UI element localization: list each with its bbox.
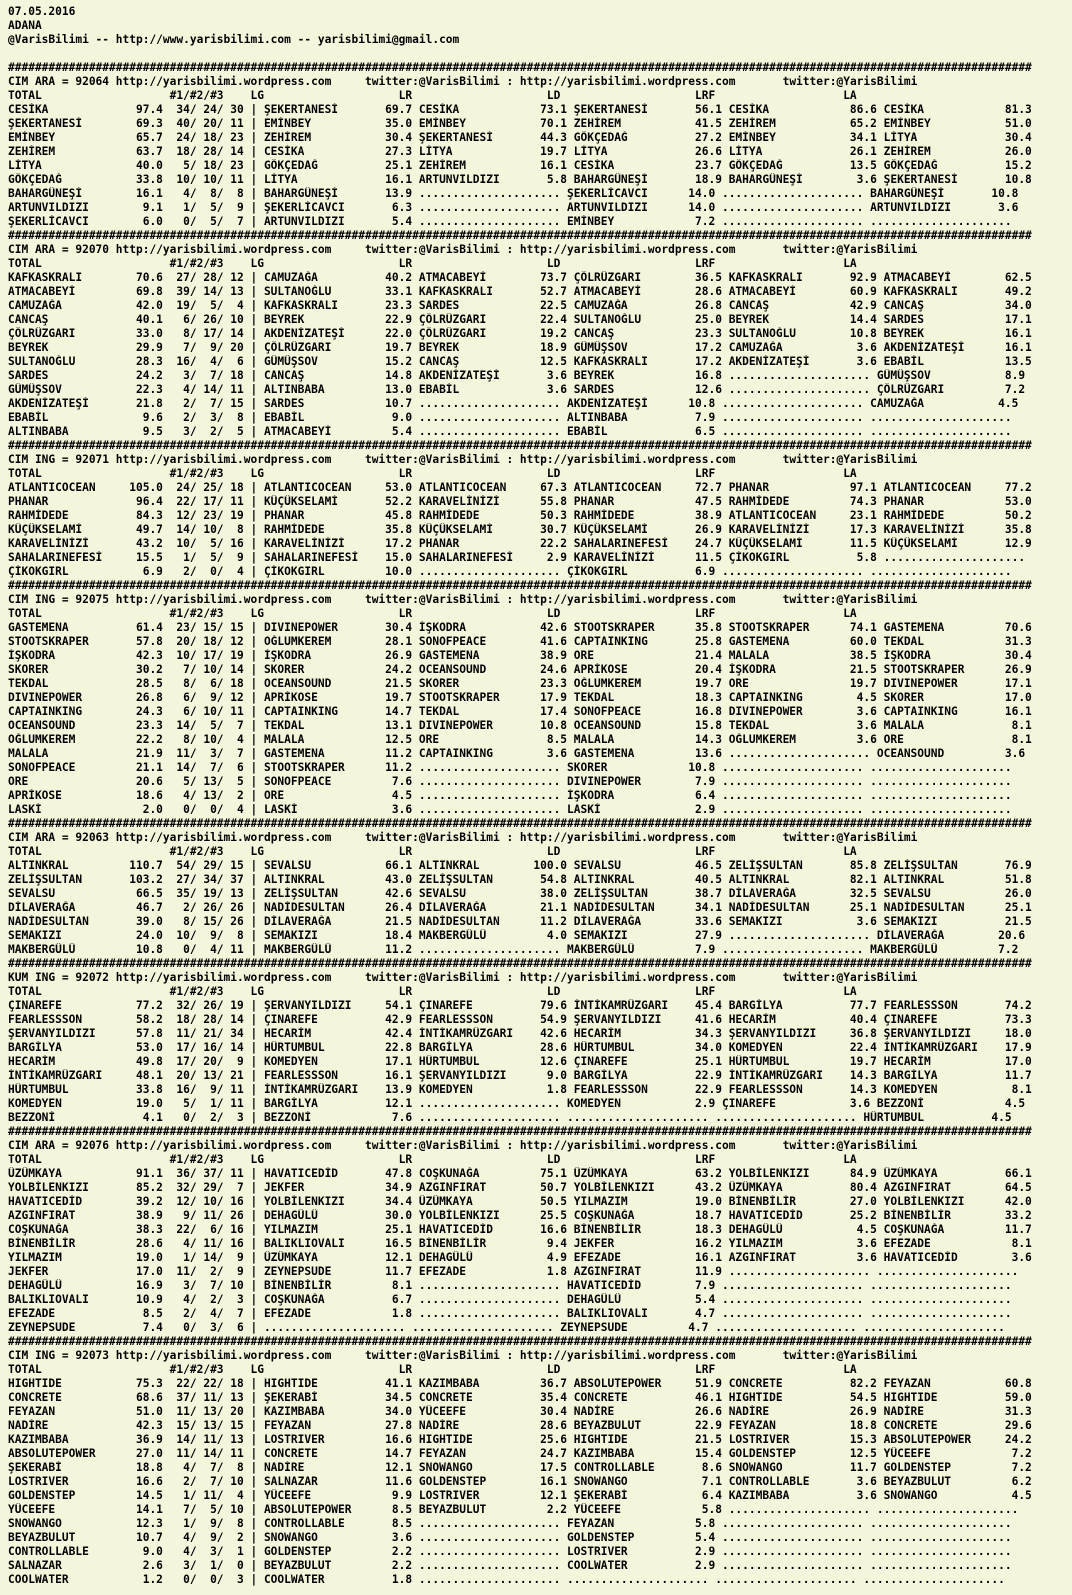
horse-row: ARTUNVILDIZI 9.1 1/ 5/ 9 | ŞEKERLİCAVCI 6.3 ..................... ARTUNVILDIZI 14.0 ..................... ARTUNVILDIZI 3.6 [8, 201, 1019, 214]
race-list [8, 61, 1072, 1587]
column-header: TOTAL #1/#2/#3 LG LR LD LRF LA [8, 985, 857, 998]
horse-row: CESİKA 97.4 34/ 24/ 30 | ŞEKERTANESİ 69.7 CESİKA 73.1 ŞEKERTANESİ 56.1 CESİKA 86.6 CESİKA 81.3 [8, 103, 1032, 116]
blank-line [8, 47, 1072, 61]
column-header: TOTAL #1/#2/#3 LG LR LD LRF LA [8, 607, 857, 620]
horse-row: SEVALSU 66.5 35/ 19/ 13 | ZELİŞSULTAN 42.6 SEVALSU 38.0 ZELİŞSULTAN 38.7 DİLAVERAĞA 32.5 SEVALSU 26.0 [8, 887, 1032, 900]
separator-line: ######################################################################################################################################################## [8, 439, 1032, 452]
horse-row: CONTROLLABLE 9.0 4/ 3/ 1 | GOLDENSTEP 2.2 ..................... LOSTRIVER 2.9 ..................... ..................... [8, 1545, 1012, 1558]
horse-row: BAHARGÜNEŞİ 16.1 4/ 8/ 8 | BAHARGÜNEŞİ 13.9 ..................... ŞEKERLİCAVCI 14.0 ..................... BAHARGÜNEŞİ 10.8 [8, 187, 1019, 200]
column-header: TOTAL #1/#2/#3 LG LR LD LRF LA [8, 1153, 857, 1166]
horse-row: MAKBERGÜLÜ 10.8 0/ 4/ 11 | MAKBERGÜLÜ 11.2 ..................... MAKBERGÜLÜ 7.9 ..................... MAKBERGÜLÜ 7.2 [8, 943, 1019, 956]
column-header: TOTAL #1/#2/#3 LG LR LD LRF LA [8, 89, 857, 102]
horse-row: BİNENBİLİR 28.6 4/ 11/ 16 | BALIKLIOVALI 16.5 BİNENBİLİR 9.4 JEKFER 16.2 YILMAZIM 3.6 EFEZADE 8.1 [8, 1237, 1032, 1250]
race-code: CIM ING = 92073 [8, 1349, 110, 1362]
horse-row: KAFKASKRALI 70.6 27/ 28/ 12 | CAMUZAĞA 40.2 ATMACABEYİ 73.7 ÇÖLRÜZGARI 36.5 KAFKASKRALI 92.9 ATMACABEYİ 62.5 [8, 271, 1032, 284]
race-block [8, 1125, 1072, 1335]
race-banner: http://yarisbilimi.wordpress.com twitter:@VarisBilimi : http://yarisbilimi.wordpress.com twitter:@YarisBilimi [109, 1139, 918, 1152]
horse-row: KARAVELİNİZİ 43.2 10/ 5/ 16 | KARAVELİNİZİ 17.2 PHANAR 22.2 SAHALARINEFESİ 24.7 KÜÇÜKSELAMİ 11.5 KÜÇÜKSELAMİ 12.9 [8, 537, 1032, 550]
column-header: TOTAL #1/#2/#3 LG LR LD LRF LA [8, 1363, 857, 1376]
horse-row: ZELİŞSULTAN 103.2 27/ 34/ 37 | ALTINKRAL 43.0 ZELİŞSULTAN 54.8 ALTINKRAL 40.5 ALTINKRAL 82.1 ALTINKRAL 51.8 [8, 873, 1032, 886]
horse-row: LOSTRIVER 16.6 2/ 7/ 10 | SALNAZAR 11.6 GOLDENSTEP 16.1 SNOWANGO 7.1 CONTROLLABLE 3.6 BEYAZBULUT 6.2 [8, 1475, 1032, 1488]
horse-row: HÜRTUMBUL 33.8 16/ 9/ 11 | İNTİKAMRÜZGARI 13.9 KOMEDYEN 1.8 FEARLESSSON 22.9 FEARLESSSON 14.3 KOMEDYEN 8.1 [8, 1083, 1032, 1096]
horse-row: ORE 20.6 5/ 13/ 5 | SONOFPEACE 7.6 ..................... DIVINEPOWER 7.9 ..................... ..................... [8, 775, 1012, 788]
horse-row: DİLAVERAĞA 46.7 2/ 26/ 26 | NADİDESULTAN 26.4 DİLAVERAĞA 21.1 NADİDESULTAN 34.1 NADİDESULTAN 25.1 NADİDESULTAN 25.1 [8, 901, 1032, 914]
separator-line: ######################################################################################################################################################## [8, 579, 1032, 592]
race-title [8, 1139, 1072, 1153]
horse-row: ÇINAREFE 77.2 32/ 26/ 19 | ŞERVANYILDIZI 54.1 ÇINAREFE 79.6 İNTİKAMRÜZGARI 45.4 BARGİLYA 77.7 FEARLESSSON 74.2 [8, 999, 1032, 1012]
race-title [8, 593, 1072, 607]
horse-row: SULTANOĞLU 28.3 16/ 4/ 6 | GÜMÜŞSOV 15.2 CANCAŞ 12.5 KAFKASKRALI 17.2 AKDENİZATEŞİ 3.6 EBABİL 13.5 [8, 355, 1032, 368]
horse-row: PHANAR 96.4 22/ 17/ 11 | KÜÇÜKSELAMİ 52.2 KARAVELİNİZİ 55.8 PHANAR 47.5 RAHMİDEDE 74.3 PHANAR 53.0 [8, 495, 1032, 508]
horse-row: HIGHTIDE 75.3 22/ 22/ 18 | HIGHTIDE 41.1 KAZIMBABA 36.7 ABSOLUTEPOWER 51.9 CONCRETE 82.2 FEYAZAN 60.8 [8, 1377, 1032, 1390]
horse-row: COŞKUNAĞA 38.3 22/ 6/ 16 | YILMAZIM 25.1 HAVATICEDİD 16.6 BİNENBİLİR 18.3 DEHAGÜLÜ 4.5 COŞKUNAĞA 11.7 [8, 1223, 1032, 1236]
race-title [8, 453, 1072, 467]
horse-row: FEARLESSSON 58.2 18/ 28/ 14 | ÇINAREFE 42.9 FEARLESSSON 54.9 ŞERVANYILDIZI 41.6 HECARİM 40.4 ÇINAREFE 73.3 [8, 1013, 1032, 1026]
horse-row: SALNAZAR 2.6 3/ 1/ 0 | BEYAZBULUT 2.2 ..................... COOLWATER 2.9 ..................... ..................... [8, 1559, 1012, 1572]
separator-line: ######################################################################################################################################################## [8, 1125, 1032, 1138]
horse-row: AZGINFIRAT 38.9 9/ 11/ 26 | DEHAGÜLÜ 30.0 YOLBİLENKIZI 25.5 COŞKUNAĞA 18.7 HAVATICEDİD 25.2 BİNENBİLİR 33.2 [8, 1209, 1032, 1222]
horse-row: HAVATICEDİD 39.2 12/ 10/ 16 | YOLBİLENKIZI 34.4 ÜZÜMKAYA 50.5 YILMAZIM 19.0 BİNENBİLİR 27.0 YOLBİLENKIZI 42.0 [8, 1195, 1032, 1208]
horse-row: EFEZADE 8.5 2/ 4/ 7 | EFEZADE 1.8 ..................... BALIKLIOVALI 4.7 ..................... ..................... [8, 1307, 1012, 1320]
horse-row: BEYREK 29.9 7/ 9/ 20 | ÇÖLRÜZGARI 19.7 BEYREK 18.9 GÜMÜŞSOV 17.2 CAMUZAĞA 3.6 AKDENİZATEŞİ 16.1 [8, 341, 1032, 354]
horse-row: COOLWATER 1.2 0/ 0/ 3 | COOLWATER 1.8 ..................... ..................... ..................... ..................... [8, 1573, 1005, 1586]
race-code: CIM ARA = 92076 [8, 1139, 110, 1152]
report-contact: @VarisBilimi -- http://www.yarisbilimi.com -- yarisbilimi@gmail.com [8, 33, 460, 46]
separator-line: ######################################################################################################################################################## [8, 957, 1032, 970]
separator-line: ######################################################################################################################################################## [8, 229, 1032, 242]
horse-row: EMİNBEY 65.7 24/ 18/ 23 | ZEHİREM 30.4 ŞEKERTANESİ 44.3 GÖKÇEDAĞ 27.2 EMİNBEY 34.1 LİTYA 30.4 [8, 131, 1032, 144]
horse-row: ŞEKERTANESİ 69.3 40/ 20/ 11 | EMİNBEY 35.0 EMİNBEY 70.1 ZEHİREM 41.5 ZEHİREM 65.2 EMİNBEY 51.0 [8, 117, 1032, 130]
horse-row: GÜMÜŞSOV 22.3 4/ 14/ 11 | ALTINBABA 13.0 EBABİL 3.6 SARDES 12.6 ..................... ÇÖLRÜZGARI 7.2 [8, 383, 1026, 396]
race-block [8, 61, 1072, 229]
horse-row: FEYAZAN 51.0 11/ 13/ 20 | KAZIMBABA 34.0 YÜCEEFE 30.4 NADİRE 26.6 NADİRE 26.9 NADİRE 31.3 [8, 1405, 1032, 1418]
horse-row: BARGİLYA 53.0 17/ 16/ 14 | HÜRTUMBUL 22.8 BARGİLYA 28.6 HÜRTUMBUL 34.0 KOMEDYEN 22.4 İNTİKAMRÜZGARI 17.9 [8, 1041, 1032, 1054]
horse-row: GOLDENSTEP 14.5 1/ 11/ 4 | YÜCEEFE 9.9 LOSTRIVER 12.1 ŞEKERABİ 6.4 KAZIMBABA 3.6 SNOWANGO 4.5 [8, 1489, 1032, 1502]
horse-row: SKORER 30.2 7/ 10/ 14 | SKORER 24.2 OCEANSOUND 24.6 APRİKOSE 20.4 İŞKODRA 21.5 STOOTSKRAPER 26.9 [8, 663, 1032, 676]
horse-row: LASKİ 2.0 0/ 0/ 4 | LASKİ 3.6 ..................... LASKİ 2.9 ..................... ..................... [8, 803, 1012, 816]
horse-row: TEKDAL 28.5 8/ 6/ 18 | OCEANSOUND 21.5 SKORER 23.3 OĞLUMKEREM 19.7 ORE 19.7 DIVINEPOWER 17.1 [8, 677, 1032, 690]
column-header: TOTAL #1/#2/#3 LG LR LD LRF LA [8, 845, 857, 858]
horse-row: GASTEMENA 61.4 23/ 15/ 15 | DIVINEPOWER 30.4 İŞKODRA 42.6 STOOTSKRAPER 35.8 STOOTSKRAPER 74.1 GASTEMENA 70.6 [8, 621, 1032, 634]
race-banner: http://yarisbilimi.wordpress.com twitter:@VarisBilimi : http://yarisbilimi.wordpress.com twitter:@YarisBilimi [109, 831, 918, 844]
horse-row: CANCAŞ 40.1 6/ 26/ 10 | BEYREK 22.9 ÇÖLRÜZGARI 22.4 SULTANOĞLU 25.0 BEYREK 14.4 SARDES 17.1 [8, 313, 1032, 326]
horse-row: CAMUZAĞA 42.0 19/ 5/ 4 | KAFKASKRALI 23.3 SARDES 22.5 CAMUZAĞA 26.8 CANCAŞ 42.9 CANCAŞ 34.0 [8, 299, 1032, 312]
race-banner: http://yarisbilimi.wordpress.com twitter:@VarisBilimi : http://yarisbilimi.wordpress.com twitter:@YarisBilimi [109, 243, 918, 256]
race-code: CIM ARA = 92070 [8, 243, 110, 256]
horse-row: ATMACABEYİ 69.8 39/ 14/ 13 | SULTANOĞLU 33.1 KAFKASKRALI 52.7 ATMACABEYİ 28.6 ATMACABEYİ 60.9 KAFKASKRALI 49.2 [8, 285, 1032, 298]
horse-row: HECARİM 49.8 17/ 20/ 9 | KOMEDYEN 17.1 HÜRTUMBUL 12.6 ÇINAREFE 25.1 HÜRTUMBUL 19.7 HECARİM 17.0 [8, 1055, 1032, 1068]
horse-row: NADİDESULTAN 39.0 8/ 15/ 26 | DİLAVERAĞA 21.5 NADİDESULTAN 11.2 DİLAVERAĞA 33.6 SEMAKIZI 3.6 SEMAKIZI 21.5 [8, 915, 1032, 928]
report-date: 07.05.2016 [8, 5, 76, 18]
horse-row: SEMAKIZI 24.0 10/ 9/ 8 | SEMAKIZI 18.4 MAKBERGÜLÜ 4.0 SEMAKIZI 27.9 ..................... DİLAVERAĞA 20.6 [8, 929, 1026, 942]
horse-row: BEZZONİ 4.1 0/ 2/ 3 | BEZZONİ 7.6 ..................... ..................... ..................... HÜRTUMBUL 4.5 [8, 1111, 1012, 1124]
horse-row: KOMEDYEN 19.0 5/ 1/ 11 | BARGİLYA 12.1 ..................... KOMEDYEN 2.9 ÇINAREFE 3.6 BEZZONİ 4.5 [8, 1097, 1026, 1110]
separator-line: ######################################################################################################################################################## [8, 1335, 1032, 1348]
horse-row: SNOWANGO 12.3 1/ 9/ 8 | CONTROLLABLE 8.5 ..................... FEYAZAN 5.8 ..................... ..................... [8, 1517, 1012, 1530]
race-title [8, 75, 1072, 89]
race-block [8, 229, 1072, 439]
race-code: KUM ING = 92072 [8, 971, 110, 984]
horse-row: DEHAGÜLÜ 16.9 3/ 7/ 10 | BİNENBİLİR 8.1 ..................... HAVATICEDİD 7.9 ..................... ..................... [8, 1279, 1012, 1292]
horse-row: BALIKLIOVALI 10.9 4/ 2/ 3 | COŞKUNAĞA 6.7 ..................... DEHAGÜLÜ 5.4 ..................... ..................... [8, 1293, 1012, 1306]
horse-row: İNTİKAMRÜZGARI 48.1 20/ 13/ 21 | FEARLESSSON 16.1 ŞERVANYILDIZI 9.0 BARGİLYA 22.9 İNTİKAMRÜZGARI 14.3 BARGİLYA 11.7 [8, 1069, 1032, 1082]
race-title [8, 243, 1072, 257]
race-title [8, 831, 1072, 845]
horse-row: LİTYA 40.0 5/ 18/ 23 | GÖKÇEDAĞ 25.1 ZEHİREM 16.1 CESİKA 23.7 GÖKÇEDAĞ 13.5 GÖKÇEDAĞ 15.2 [8, 159, 1032, 172]
horse-row: ZEHİREM 63.7 18/ 28/ 14 | CESİKA 27.3 LİTYA 19.7 LİTYA 26.6 LİTYA 26.1 ZEHİREM 26.0 [8, 145, 1032, 158]
horse-row: ABSOLUTEPOWER 27.0 11/ 14/ 11 | CONCRETE 14.7 FEYAZAN 24.7 KAZIMBABA 15.4 GOLDENSTEP 12.5 YÜCEEFE 7.2 [8, 1447, 1032, 1460]
horse-row: ÇÖLRÜZGARI 33.0 8/ 17/ 14 | AKDENİZATEŞİ 22.0 ÇÖLRÜZGARI 19.2 CANCAŞ 23.3 SULTANOĞLU 10.8 BEYREK 16.1 [8, 327, 1032, 340]
race-banner: http://yarisbilimi.wordpress.com twitter:@VarisBilimi : http://yarisbilimi.wordpress.com twitter:@YarisBilimi [109, 593, 918, 606]
horse-row: STOOTSKRAPER 57.8 20/ 18/ 12 | OĞLUMKEREM 28.1 SONOFPEACE 41.6 CAPTAINKING 25.8 GASTEMENA 60.0 TEKDAL 31.3 [8, 635, 1032, 648]
separator-line: ######################################################################################################################################################## [8, 61, 1032, 74]
horse-row: JEKFER 17.0 11/ 2/ 9 | ZEYNEPSUDE 11.7 EFEZADE 1.8 AZGINFIRAT 11.9 ..................... ..................... [8, 1265, 1019, 1278]
horse-row: CONCRETE 68.6 37/ 11/ 13 | ŞEKERABİ 34.5 CONCRETE 35.4 CONCRETE 46.1 HIGHTIDE 54.5 HIGHTIDE 59.0 [8, 1391, 1032, 1404]
race-code: CIM ARA = 92063 [8, 831, 110, 844]
separator-line: ######################################################################################################################################################## [8, 817, 1032, 830]
horse-row: AKDENİZATEŞİ 21.8 2/ 7/ 15 | SARDES 10.7 ..................... AKDENİZATEŞİ 10.8 ..................... CAMUZAĞA 4.5 [8, 397, 1019, 410]
horse-row: ATLANTICOCEAN 105.0 24/ 25/ 18 | ATLANTICOCEAN 53.0 ATLANTICOCEAN 67.3 ATLANTICOCEAN 72.7 PHANAR 97.1 ATLANTICOCEAN 77.2 [8, 481, 1032, 494]
race-banner: http://yarisbilimi.wordpress.com twitter:@VarisBilimi : http://yarisbilimi.wordpress.com twitter:@YarisBilimi [109, 1349, 918, 1362]
race-code: CIM ING = 92071 [8, 453, 110, 466]
race-block [8, 817, 1072, 957]
horse-row: ŞERVANYILDIZI 57.8 11/ 21/ 34 | HECARİM 42.4 İNTİKAMRÜZGARI 42.6 HECARİM 34.3 ŞERVANYILDIZI 36.8 ŞERVANYILDIZI 18.0 [8, 1027, 1032, 1040]
horse-row: APRİKOSE 18.6 4/ 13/ 2 | ORE 4.5 ..................... İŞKODRA 6.4 ..................... ..................... [8, 789, 1012, 802]
horse-row: ÜZÜMKAYA 91.1 36/ 37/ 11 | HAVATICEDİD 47.8 COŞKUNAĞA 75.1 ÜZÜMKAYA 63.2 YOLBİLENKIZI 84.9 ÜZÜMKAYA 66.1 [8, 1167, 1032, 1180]
horse-row: NADİRE 42.3 15/ 13/ 15 | FEYAZAN 27.8 NADİRE 28.6 BEYAZBULUT 22.9 FEYAZAN 18.8 CONCRETE 29.6 [8, 1419, 1032, 1432]
race-block [8, 957, 1072, 1125]
horse-row: SAHALARINEFESİ 15.5 1/ 5/ 9 | SAHALARINEFESİ 15.0 SAHALARINEFESİ 2.9 KARAVELİNİZİ 11.5 ÇİKOKGIRL 5.8 ..................... [8, 551, 1026, 564]
horse-row: KAZIMBABA 36.9 14/ 11/ 13 | LOSTRIVER 16.6 HIGHTIDE 25.6 HIGHTIDE 21.5 LOSTRIVER 15.3 ABSOLUTEPOWER 24.2 [8, 1433, 1032, 1446]
race-banner: http://yarisbilimi.wordpress.com twitter:@VarisBilimi : http://yarisbilimi.wordpress.com twitter:@YarisBilimi [109, 453, 918, 466]
race-block [8, 579, 1072, 817]
report-city: ADANA [8, 19, 42, 32]
race-block [8, 1335, 1072, 1587]
horse-row: YOLBİLENKIZI 85.2 32/ 29/ 7 | JEKFER 34.9 AZGINFIRAT 50.7 YOLBİLENKIZI 43.2 ÜZÜMKAYA 80.4 AZGINFIRAT 64.5 [8, 1181, 1032, 1194]
column-header: TOTAL #1/#2/#3 LG LR LD LRF LA [8, 257, 857, 270]
horse-row: ŞEKERLİCAVCI 6.0 0/ 5/ 7 | ARTUNVILDIZI 5.4 ..................... EMİNBEY 7.2 ..................... ..................... [8, 215, 1012, 228]
horse-row: BEYAZBULUT 10.7 4/ 9/ 2 | SNOWANGO 3.6 ..................... GOLDENSTEP 5.4 ..................... ..................... [8, 1531, 1012, 1544]
horse-row: ÇİKOKGIRL 6.9 2/ 0/ 4 | ÇİKOKGIRL 10.0 ..................... ÇİKOKGIRL 6.9 ..................... ..................... [8, 565, 1012, 578]
race-title [8, 1349, 1072, 1363]
horse-row: SONOFPEACE 21.1 14/ 7/ 6 | STOOTSKRAPER 11.2 ..................... SKORER 10.8 ..................... ..................... [8, 761, 1012, 774]
horse-row: MALALA 21.9 11/ 3/ 7 | GASTEMENA 11.2 CAPTAINKING 3.6 GASTEMENA 13.6 ..................... OCEANSOUND 3.6 [8, 747, 1026, 760]
horse-row: ALTINKRAL 110.7 54/ 29/ 15 | SEVALSU 66.1 ALTINKRAL 100.0 SEVALSU 46.5 ZELİŞSULTAN 85.8 ZELİŞSULTAN 76.9 [8, 859, 1032, 872]
horse-row: ZEYNEPSUDE 7.4 0/ 3/ 6 | ..................... ..................... ZEYNEPSUDE 4.7 ..................... ..................... [8, 1321, 1005, 1334]
horse-row: OĞLUMKEREM 22.2 8/ 10/ 4 | MALALA 12.5 ORE 8.5 MALALA 14.3 OĞLUMKEREM 3.6 ORE 8.1 [8, 733, 1032, 746]
horse-row: İŞKODRA 42.3 10/ 17/ 19 | İŞKODRA 26.9 GASTEMENA 38.9 ORE 21.4 MALALA 38.5 İŞKODRA 30.4 [8, 649, 1032, 662]
race-title [8, 971, 1072, 985]
column-header: TOTAL #1/#2/#3 LG LR LD LRF LA [8, 467, 857, 480]
horse-row: CAPTAINKING 24.3 6/ 10/ 11 | CAPTAINKING 14.7 TEKDAL 17.4 SONOFPEACE 16.8 DIVINEPOWER 3.6 CAPTAINKING 16.1 [8, 705, 1032, 718]
horse-row: DIVINEPOWER 26.8 6/ 9/ 12 | APRİKOSE 19.7 STOOTSKRAPER 17.9 TEKDAL 18.3 CAPTAINKING 4.5 SKORER 17.0 [8, 691, 1032, 704]
race-code: CIM ARA = 92064 [8, 75, 110, 88]
horse-row: OCEANSOUND 23.3 14/ 5/ 7 | TEKDAL 13.1 DIVINEPOWER 10.8 OCEANSOUND 15.8 TEKDAL 3.6 MALALA 8.1 [8, 719, 1032, 732]
horse-row: ŞEKERABİ 18.8 4/ 7/ 8 | NADİRE 12.1 SNOWANGO 17.5 CONTROLLABLE 8.6 SNOWANGO 11.7 GOLDENSTEP 7.2 [8, 1461, 1032, 1474]
horse-row: EBABİL 9.6 2/ 3/ 8 | EBABİL 9.0 ..................... ALTINBABA 7.9 ..................... ..................... [8, 411, 1012, 424]
horse-row: SARDES 24.2 3/ 7/ 18 | CANCAŞ 14.8 AKDENİZATEŞİ 3.6 BEYREK 16.8 ..................... GÜMÜŞSOV 8.9 [8, 369, 1026, 382]
horse-row: YILMAZIM 19.0 1/ 14/ 9 | ÜZÜMKAYA 12.1 DEHAGÜLÜ 4.9 EFEZADE 16.1 AZGINFIRAT 3.6 HAVATICEDİD 3.6 [8, 1251, 1032, 1264]
race-banner: http://yarisbilimi.wordpress.com twitter:@VarisBilimi : http://yarisbilimi.wordpress.com twitter:@YarisBilimi [109, 75, 918, 88]
horse-row: ALTINBABA 9.5 3/ 2/ 5 | ATMACABEYİ 5.4 ..................... EBABİL 6.5 ..................... ..................... [8, 425, 1012, 438]
race-code: CIM ING = 92075 [8, 593, 110, 606]
race-banner: http://yarisbilimi.wordpress.com twitter:@VarisBilimi : http://yarisbilimi.wordpress.com twitter:@YarisBilimi [109, 971, 918, 984]
horse-row: YÜCEEFE 14.1 7/ 5/ 10 | ABSOLUTEPOWER 8.5 BEYAZBULUT 2.2 YÜCEEFE 5.8 ..................... ..................... [8, 1503, 1019, 1516]
race-block [8, 439, 1072, 579]
horse-row: RAHMİDEDE 84.3 12/ 23/ 19 | PHANAR 45.8 RAHMİDEDE 50.3 RAHMİDEDE 38.9 ATLANTICOCEAN 23.1 RAHMİDEDE 50.2 [8, 509, 1032, 522]
horse-row: GÖKÇEDAĞ 33.8 10/ 10/ 11 | LİTYA 16.1 ARTUNVILDIZI 5.8 BAHARGÜNEŞİ 18.9 BAHARGÜNEŞİ 3.6 ŞEKERTANESİ 10.8 [8, 173, 1032, 186]
horse-row: KÜÇÜKSELAMİ 49.7 14/ 10/ 8 | RAHMİDEDE 35.8 KÜÇÜKSELAMİ 30.7 KÜÇÜKSELAMİ 26.9 KARAVELİNİZİ 17.3 KARAVELİNİZİ 35.8 [8, 523, 1032, 536]
